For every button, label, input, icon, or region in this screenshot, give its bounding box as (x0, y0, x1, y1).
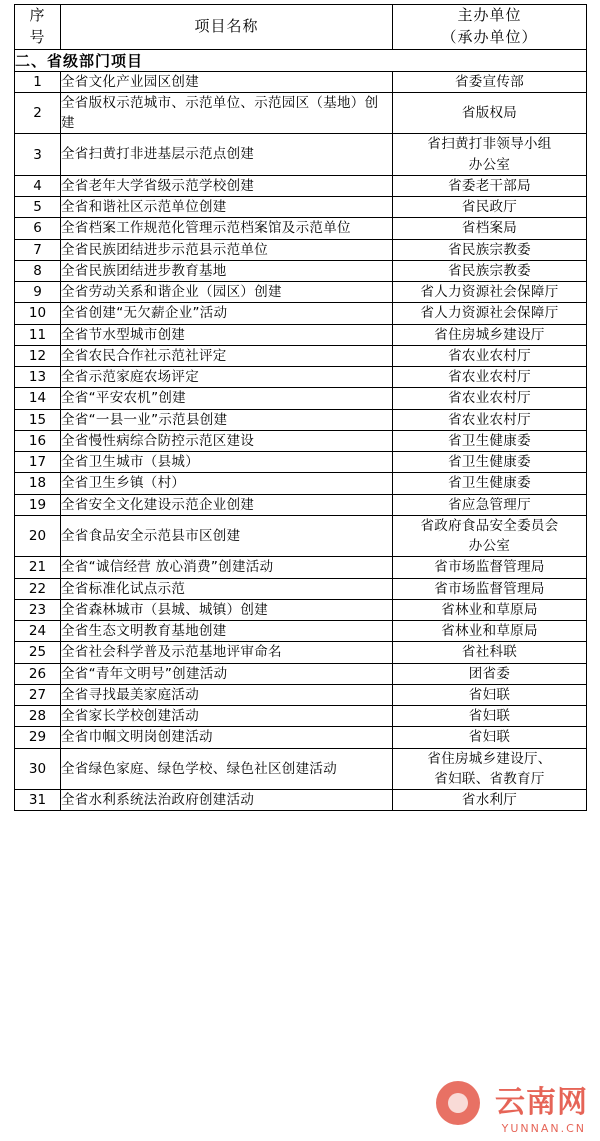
row-organizer-line: 省档案局 (461, 220, 518, 237)
table-row (15, 409, 587, 430)
row-organizer (393, 282, 587, 303)
row-organizer-line: 团省委 (468, 665, 511, 682)
row-project-name: 全省创建“无欠薪企业”活动 (61, 303, 393, 324)
table-row (15, 621, 587, 642)
row-organizer-line: 省农业农村厅 (448, 369, 531, 385)
row-organizer (393, 303, 587, 324)
row-project-name: 全省农民合作社示范社评定 (61, 345, 393, 366)
table-row (15, 790, 587, 811)
row-organizer-line: 省人力资源社会保障厅 (420, 305, 559, 322)
row-project-name: 全省民族团结进步教育基地 (61, 260, 393, 281)
row-sequence: 1 (15, 71, 61, 92)
row-sequence: 22 (15, 578, 61, 599)
row-project-name: 全省巾帼文明岗创建活动 (61, 727, 393, 748)
header-seq-line1: 序 (29, 6, 46, 24)
row-sequence: 30 (15, 748, 61, 790)
table-row (15, 71, 587, 92)
row-organizer-line: 省妇联 (468, 686, 511, 703)
row-organizer (393, 409, 587, 430)
row-sequence: 21 (15, 557, 61, 578)
row-sequence: 29 (15, 727, 61, 748)
row-project-name: 全省标准化试点示范 (61, 578, 393, 599)
row-project-name: 全省“青年文明号”创建活动 (61, 663, 393, 684)
row-project-name: 全省卫生乡镇（村） (61, 473, 393, 494)
row-organizer-line: 省林业和草原局 (441, 623, 538, 639)
row-organizer (393, 599, 587, 620)
row-project-name: 全省和谐社区示范单位创建 (61, 197, 393, 218)
row-project-name: 全省绿色家庭、绿色学校、绿色社区创建活动 (61, 748, 393, 790)
row-sequence: 9 (15, 282, 61, 303)
table-row (15, 260, 587, 281)
row-sequence: 25 (15, 642, 61, 663)
row-sequence: 19 (15, 494, 61, 515)
row-organizer-line: 省人力资源社会保障厅 (420, 284, 559, 300)
row-organizer (393, 345, 587, 366)
header-organizer-line1: 主办单位 (457, 6, 522, 24)
header-organizer (393, 5, 587, 50)
row-organizer (393, 663, 587, 684)
table-row (15, 175, 587, 196)
row-organizer-line: 省民政厅 (461, 199, 518, 215)
row-sequence: 10 (15, 303, 61, 324)
row-organizer (393, 260, 587, 281)
row-organizer (393, 324, 587, 345)
table-row (15, 494, 587, 515)
table-row (15, 197, 587, 218)
row-sequence: 4 (15, 175, 61, 196)
row-project-name: 全省社会科学普及示范基地评审命名 (61, 642, 393, 663)
row-organizer (393, 218, 587, 239)
row-organizer-line: 省社科联 (461, 644, 518, 661)
row-organizer-line: 省妇联 (468, 729, 511, 746)
table-row (15, 367, 587, 388)
table-row (15, 515, 587, 557)
row-sequence: 8 (15, 260, 61, 281)
cloud-icon (436, 1081, 480, 1125)
row-organizer (393, 515, 587, 557)
row-organizer (393, 388, 587, 409)
row-sequence: 2 (15, 92, 61, 134)
row-project-name: 全省森林城市（县城、城镇）创建 (61, 599, 393, 620)
row-organizer (393, 71, 587, 92)
watermark (422, 1077, 592, 1135)
row-sequence: 3 (15, 134, 61, 176)
row-sequence: 17 (15, 452, 61, 473)
table-row (15, 599, 587, 620)
row-sequence: 5 (15, 197, 61, 218)
section-heading: 二、省级部门项目 (15, 49, 587, 71)
row-organizer-line: 省市场监督管理局 (434, 580, 545, 597)
row-organizer-line: 省林业和草原局 (441, 601, 538, 618)
row-organizer-line: 办公室 (468, 156, 511, 173)
table-row (15, 642, 587, 663)
row-organizer (393, 727, 587, 748)
row-project-name: 全省生态文明教育基地创建 (61, 621, 393, 642)
row-project-name: 全省“诚信经营 放心消费”创建活动 (61, 557, 393, 578)
row-organizer-line: 省卫生健康委 (448, 475, 531, 492)
row-organizer-line: 省政府食品安全委员会 (420, 517, 559, 534)
row-sequence: 27 (15, 684, 61, 705)
row-organizer-line: 省农业农村厅 (448, 390, 531, 407)
row-project-name: 全省民族团结进步示范县示范单位 (61, 239, 393, 260)
row-organizer (393, 494, 587, 515)
row-sequence: 15 (15, 409, 61, 430)
row-sequence: 24 (15, 621, 61, 642)
row-organizer-line: 省住房城乡建设厅、 (427, 750, 552, 767)
table-row (15, 134, 587, 176)
row-organizer-line: 省应急管理厅 (448, 496, 531, 513)
row-organizer-line: 省市场监督管理局 (434, 559, 545, 576)
row-organizer-line: 省水利厅 (461, 792, 518, 808)
watermark-subtitle: YUNNAN.CN (501, 1122, 586, 1135)
row-organizer (393, 239, 587, 260)
project-list-table (14, 4, 587, 811)
table-row (15, 452, 587, 473)
row-project-name: 全省家长学校创建活动 (61, 706, 393, 727)
row-project-name: 全省水利系统法治政府创建活动 (61, 790, 393, 811)
row-project-name: 全省版权示范城市、示范单位、示范园区（基地）创建 (61, 92, 393, 134)
row-organizer-line: 省农业农村厅 (448, 347, 531, 364)
row-project-name: 全省“平安农机”创建 (61, 388, 393, 409)
row-organizer-line: 省卫生健康委 (448, 454, 531, 470)
row-organizer-line: 省扫黄打非领导小组 (427, 136, 552, 153)
row-sequence: 7 (15, 239, 61, 260)
table-row (15, 557, 587, 578)
row-organizer (393, 367, 587, 388)
row-sequence: 20 (15, 515, 61, 557)
table-row (15, 388, 587, 409)
table-header-row (15, 5, 587, 50)
table-row (15, 324, 587, 345)
row-project-name: 全省“一县一业”示范县创建 (61, 409, 393, 430)
row-project-name: 全省扫黄打非进基层示范点创建 (61, 134, 393, 176)
row-project-name: 全省节水型城市创建 (61, 324, 393, 345)
row-organizer (393, 706, 587, 727)
row-organizer (393, 175, 587, 196)
row-organizer (393, 684, 587, 705)
row-organizer (393, 197, 587, 218)
table-row (15, 473, 587, 494)
row-project-name: 全省文化产业园区创建 (61, 71, 393, 92)
table-row (15, 239, 587, 260)
row-sequence: 31 (15, 790, 61, 811)
row-sequence: 13 (15, 367, 61, 388)
table-row (15, 92, 587, 134)
row-organizer-line: 省版权局 (461, 104, 518, 121)
table-body (15, 5, 587, 811)
row-sequence: 14 (15, 388, 61, 409)
section-heading-row (15, 49, 587, 71)
table-row (15, 663, 587, 684)
row-sequence: 18 (15, 473, 61, 494)
table-row (15, 218, 587, 239)
row-organizer-line: 省妇联 (468, 708, 511, 724)
row-project-name: 全省档案工作规范化管理示范档案馆及示范单位 (61, 218, 393, 239)
row-sequence: 26 (15, 663, 61, 684)
row-project-name: 全省卫生城市（县城） (61, 452, 393, 473)
row-project-name: 全省慢性病综合防控示范区建设 (61, 430, 393, 451)
table-row (15, 684, 587, 705)
row-organizer (393, 134, 587, 176)
row-organizer-line: 省住房城乡建设厅 (434, 326, 545, 343)
row-sequence: 11 (15, 324, 61, 345)
row-sequence: 16 (15, 430, 61, 451)
header-seq-line2: 号 (29, 27, 46, 46)
row-sequence: 6 (15, 218, 61, 239)
row-organizer (393, 473, 587, 494)
row-organizer-line: 省民族宗教委 (448, 241, 531, 258)
row-organizer-line: 办公室 (468, 538, 511, 554)
table-row (15, 282, 587, 303)
row-organizer (393, 430, 587, 451)
row-sequence: 23 (15, 599, 61, 620)
table-row (15, 748, 587, 790)
row-project-name: 全省寻找最美家庭活动 (61, 684, 393, 705)
row-organizer-line: 省农业农村厅 (448, 411, 531, 428)
row-project-name: 全省示范家庭农场评定 (61, 367, 393, 388)
row-organizer-line: 省妇联、省教育厅 (434, 770, 545, 787)
header-seq (15, 5, 61, 50)
row-project-name: 全省食品安全示范县市区创建 (61, 515, 393, 557)
row-organizer (393, 578, 587, 599)
row-organizer (393, 790, 587, 811)
row-organizer (393, 452, 587, 473)
row-organizer (393, 557, 587, 578)
table-row (15, 430, 587, 451)
row-sequence: 12 (15, 345, 61, 366)
row-organizer-line: 省卫生健康委 (448, 432, 531, 449)
table-row (15, 303, 587, 324)
row-project-name: 全省老年大学省级示范学校创建 (61, 175, 393, 196)
watermark-title: 云南网 (495, 1085, 588, 1120)
table-row (15, 727, 587, 748)
row-project-name: 全省安全文化建设示范企业创建 (61, 494, 393, 515)
header-project-name: 项目名称 (61, 5, 393, 50)
row-organizer-line: 省民族宗教委 (448, 262, 531, 279)
table-row (15, 578, 587, 599)
header-organizer-line2: （承办单位） (441, 27, 538, 46)
row-sequence: 28 (15, 706, 61, 727)
row-project-name: 全省劳动关系和谐企业（园区）创建 (61, 282, 393, 303)
row-organizer (393, 621, 587, 642)
row-organizer (393, 748, 587, 790)
table-row (15, 706, 587, 727)
row-organizer-line: 省委老干部局 (448, 177, 531, 194)
row-organizer-line: 省委宣传部 (455, 73, 524, 90)
row-organizer (393, 92, 587, 134)
table-row (15, 345, 587, 366)
row-organizer (393, 642, 587, 663)
